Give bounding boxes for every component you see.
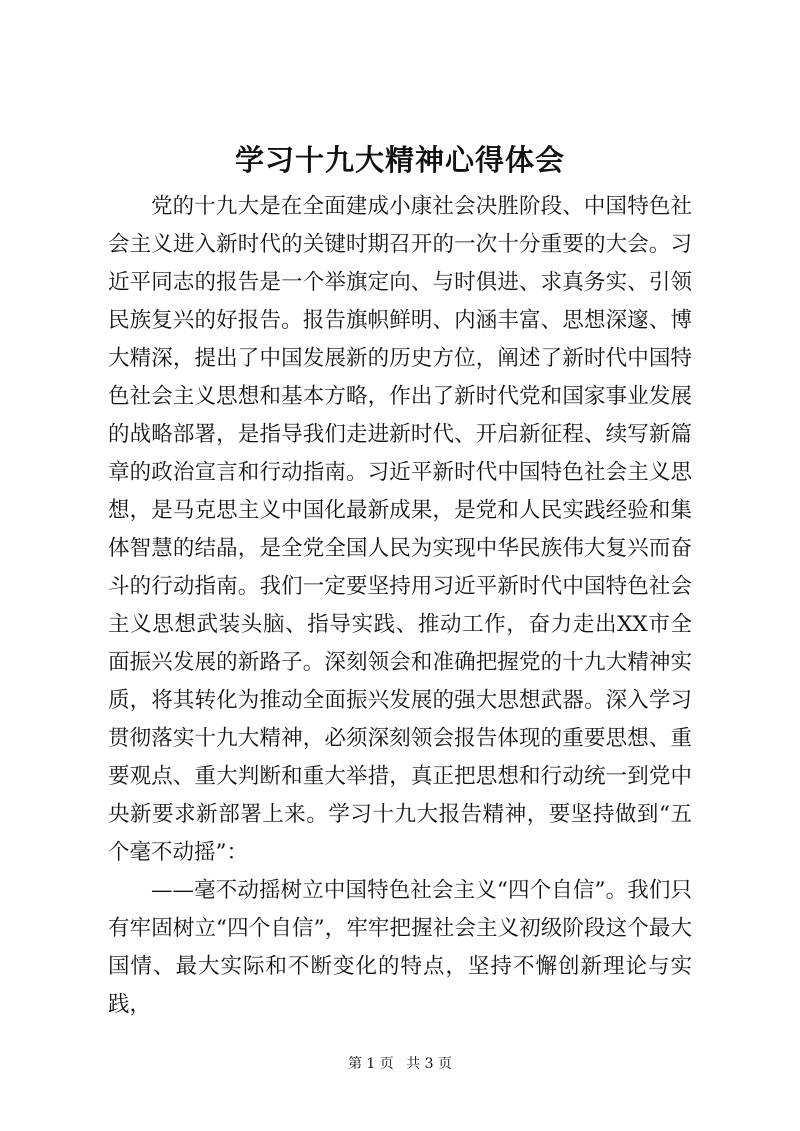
paragraph-2: ——毫不动摇树立中国特色社会主义“四个自信”。我们只有牢固树立“四个自信”，牢牢把握社会主义初级阶段这个最大国情、最大实际和不断变化的特点，坚持不懈创新理论与实践， (108, 878, 692, 1017)
document-title: 学习十九大精神心得体会 (234, 143, 565, 177)
page-number: 第 1 页 (347, 1056, 394, 1072)
paragraph-1: 党的十九大是在全面建成小康社会决胜阶段、中国特色社会主义进入新时代的关键时期召开的一次十分重要的大会。习近平同志的报告是一个举旗定向、与时俱进、求真务实、引领民族复兴的好报告。报告旗帜鲜明、内涵丰富、思想深邃、博大精深，提出了中国发展新的历史方位，阐述了新时代中国特色社会主义思想和基本方略，作出了新时代党和国家事业发展的战略部署，是指导我们走进新时代、开启新征程、续写新篇章的政治宣言和行动指南。习近平新时代中国特色社会主义思想，是马克思主义中国化最新成果，是党和人民实践经验和集体智慧的结晶，是全党全国人民为实现中华民族伟大复兴而奋斗的行动指南。我们一定要坚持用习近平新时代中国特色社会主义思想武装头脑、指导实践、推动工作，奋力走出XX市全面振兴发展的新路子。深刻领会和准确把握党的十九大精神实质，将其转化为推动全面振兴发展的强大思想武器。深入学习贯彻落实十九大精神，必须深刻领会报告体现的重要思想、重要观点、重大判断和重大举措，真正把思想和行动统一到党中央新要求新部署上来。学习十九大报告精神，要坚持做到“五个毫不动摇”： (108, 194, 692, 865)
page-footer (0, 1054, 800, 1074)
document-body (108, 188, 692, 1024)
page-total: 共 3 页 (406, 1056, 453, 1072)
